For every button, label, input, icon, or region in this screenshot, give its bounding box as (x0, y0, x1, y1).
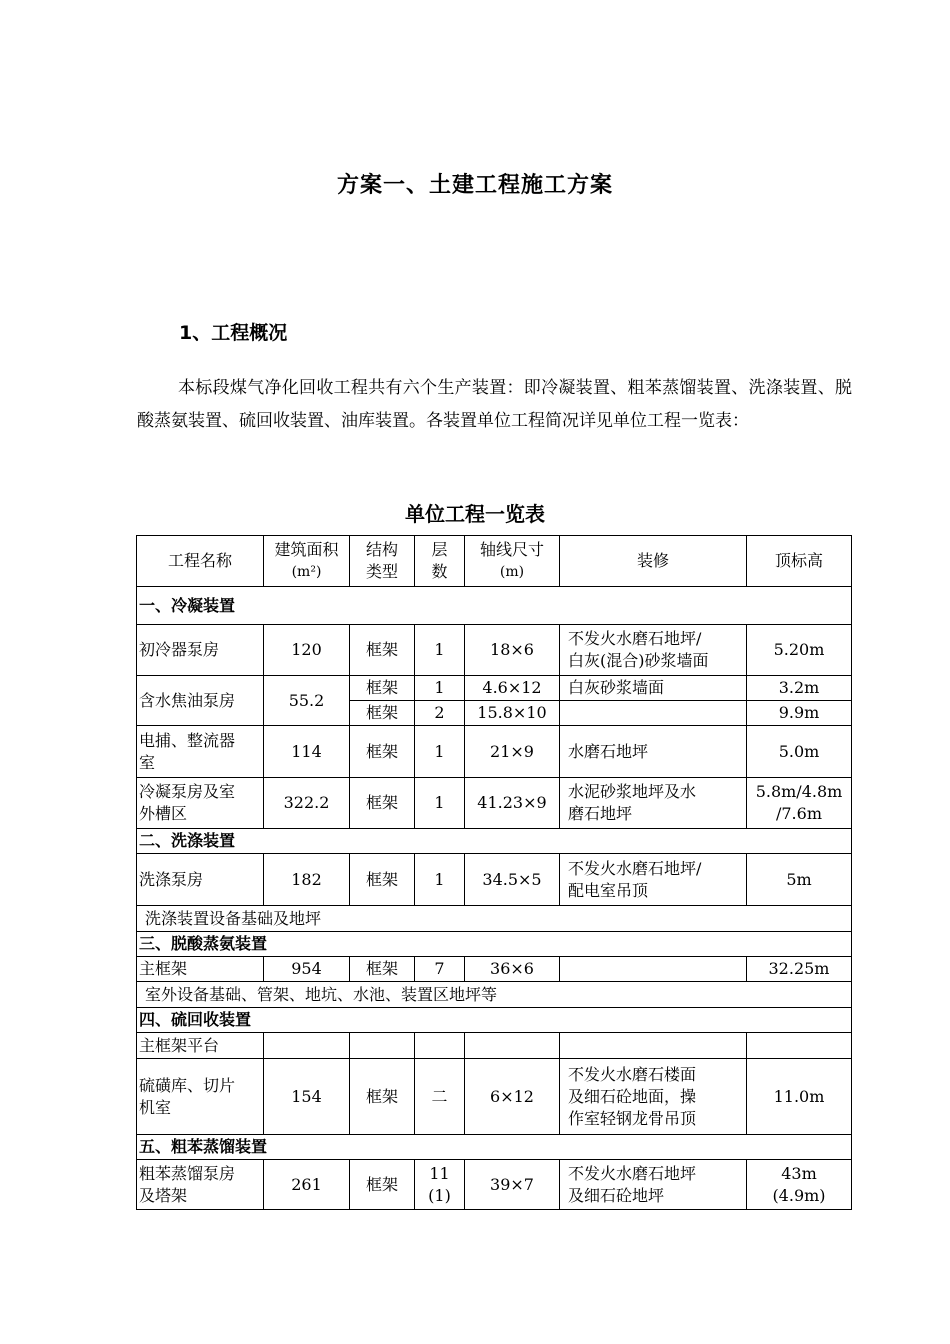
cell-top: 32.25m (747, 957, 852, 982)
section-row (137, 1008, 852, 1033)
cell-struct (350, 1033, 415, 1059)
cell-axis: 18×6 (465, 625, 560, 676)
cell-name: 初冷器泵房 (137, 625, 264, 676)
table-row (137, 778, 852, 829)
unit-project-table (136, 535, 852, 1210)
cell-struct: 框架 (350, 1160, 415, 1210)
section-sulfur-recovery: 四、硫回收装置 (137, 1008, 852, 1033)
cell-struct: 框架 (350, 726, 415, 778)
cell-floors: 1 (415, 625, 465, 676)
table-row (137, 726, 852, 778)
cell-axis: 39×7 (465, 1160, 560, 1210)
cell-area: 114 (264, 726, 350, 778)
table-row (137, 1059, 852, 1135)
cell-struct: 框架 (350, 676, 415, 701)
cell-top: 5.0m (747, 726, 852, 778)
table-row (137, 625, 852, 676)
cell-axis (465, 1033, 560, 1059)
cell-decor: 不发火水磨石地坪 及细石砼地坪 (560, 1160, 747, 1210)
cell-area: 55.2 (264, 676, 350, 726)
cell-name: 含水焦油泵房 (137, 676, 264, 726)
cell-axis: 4.6×12 (465, 676, 560, 701)
cell-decor: 水泥砂浆地坪及水 磨石地坪 (560, 778, 747, 829)
table-row (137, 854, 852, 906)
section-condensing: 一、冷凝装置 (137, 587, 852, 625)
cell-area (264, 1033, 350, 1059)
cell-axis: 36×6 (465, 957, 560, 982)
cell-struct: 框架 (350, 957, 415, 982)
cell-name: 冷凝泵房及室 外槽区 (137, 778, 264, 829)
section-row (137, 829, 852, 854)
cell-top: 5m (747, 854, 852, 906)
cell-name: 主框架平台 (137, 1033, 264, 1059)
cell-floors: 1 (415, 676, 465, 701)
table-header-row (137, 536, 852, 587)
cell-decor (560, 701, 747, 726)
cell-decor: 水磨石地坪 (560, 726, 747, 778)
cell-axis: 41.23×9 (465, 778, 560, 829)
section-heading: 1、工程概况 (179, 322, 288, 344)
cell-area: 322.2 (264, 778, 350, 829)
cell-floors: 7 (415, 957, 465, 982)
table-row (137, 1033, 852, 1059)
cell-top: 5.8m/4.8m /7.6m (747, 778, 852, 829)
header-area: 建筑面积 (m²) (264, 536, 350, 587)
note-row (137, 982, 852, 1008)
cell-floors (415, 1033, 465, 1059)
cell-floors: 1 (415, 778, 465, 829)
cell-floors: 2 (415, 701, 465, 726)
cell-name: 电捕、整流器 室 (137, 726, 264, 778)
cell-name: 硫磺库、切片 机室 (137, 1059, 264, 1135)
cell-axis: 15.8×10 (465, 701, 560, 726)
cell-floors: 1 (415, 854, 465, 906)
table-row (137, 1160, 852, 1210)
cell-floors: 11 (1) (415, 1160, 465, 1210)
cell-struct: 框架 (350, 701, 415, 726)
cell-name: 主框架 (137, 957, 264, 982)
note-washing-foundation: 洗涤装置设备基础及地坪 (137, 906, 852, 932)
cell-top (747, 1033, 852, 1059)
header-top: 顶标高 (747, 536, 852, 587)
cell-axis: 34.5×5 (465, 854, 560, 906)
cell-struct: 框架 (350, 778, 415, 829)
page-title: 方案一、土建工程施工方案 (336, 173, 613, 198)
cell-name: 粗苯蒸馏泵房 及塔架 (137, 1160, 264, 1210)
header-name: 工程名称 (137, 536, 264, 587)
table-row (137, 957, 852, 982)
cell-top: 3.2m (747, 676, 852, 701)
cell-axis: 21×9 (465, 726, 560, 778)
section-deacid-ammonia: 三、脱酸蒸氨装置 (137, 932, 852, 957)
section-row (137, 587, 852, 625)
table-title: 单位工程一览表 (405, 502, 545, 526)
cell-area: 261 (264, 1160, 350, 1210)
cell-area: 182 (264, 854, 350, 906)
section-row (137, 1135, 852, 1160)
cell-decor: 不发火水磨石地坪/ 配电室吊顶 (560, 854, 747, 906)
cell-top: 9.9m (747, 701, 852, 726)
cell-area: 954 (264, 957, 350, 982)
cell-decor: 不发火水磨石地坪/ 白灰(混合)砂浆墙面 (560, 625, 747, 676)
header-struct: 结构 类型 (350, 536, 415, 587)
cell-top: 11.0m (747, 1059, 852, 1135)
cell-axis: 6×12 (465, 1059, 560, 1135)
cell-area: 120 (264, 625, 350, 676)
note-row (137, 906, 852, 932)
cell-floors: 1 (415, 726, 465, 778)
cell-area: 154 (264, 1059, 350, 1135)
cell-decor: 不发火水磨石楼面 及细石砼地面，操 作室轻钢龙骨吊顶 (560, 1059, 747, 1135)
cell-top: 5.20m (747, 625, 852, 676)
header-axis: 轴线尺寸 (m) (465, 536, 560, 587)
intro-paragraph: 本标段煤气净化回收工程共有六个生产装置：即冷凝装置、粗苯蒸馏装置、洗涤装置、脱酸蒸氨装置、硫回收装置、油库装置。各装置单位工程简况详见单位工程一览表： (137, 378, 852, 431)
section-washing: 二、洗涤装置 (137, 829, 852, 854)
section-row (137, 932, 852, 957)
header-decor: 装修 (560, 536, 747, 587)
cell-decor: 白灰砂浆墙面 (560, 676, 747, 701)
cell-struct: 框架 (350, 625, 415, 676)
header-floors: 层 数 (415, 536, 465, 587)
cell-floors: 二 (415, 1059, 465, 1135)
table-row (137, 676, 852, 701)
cell-name: 洗涤泵房 (137, 854, 264, 906)
cell-decor (560, 957, 747, 982)
cell-struct: 框架 (350, 854, 415, 906)
cell-top: 43m (4.9m) (747, 1160, 852, 1210)
note-outdoor-foundation: 室外设备基础、管架、地坑、水池、装置区地坪等 (137, 982, 852, 1008)
cell-struct: 框架 (350, 1059, 415, 1135)
cell-decor (560, 1033, 747, 1059)
section-crude-benzene: 五、粗苯蒸馏装置 (137, 1135, 852, 1160)
